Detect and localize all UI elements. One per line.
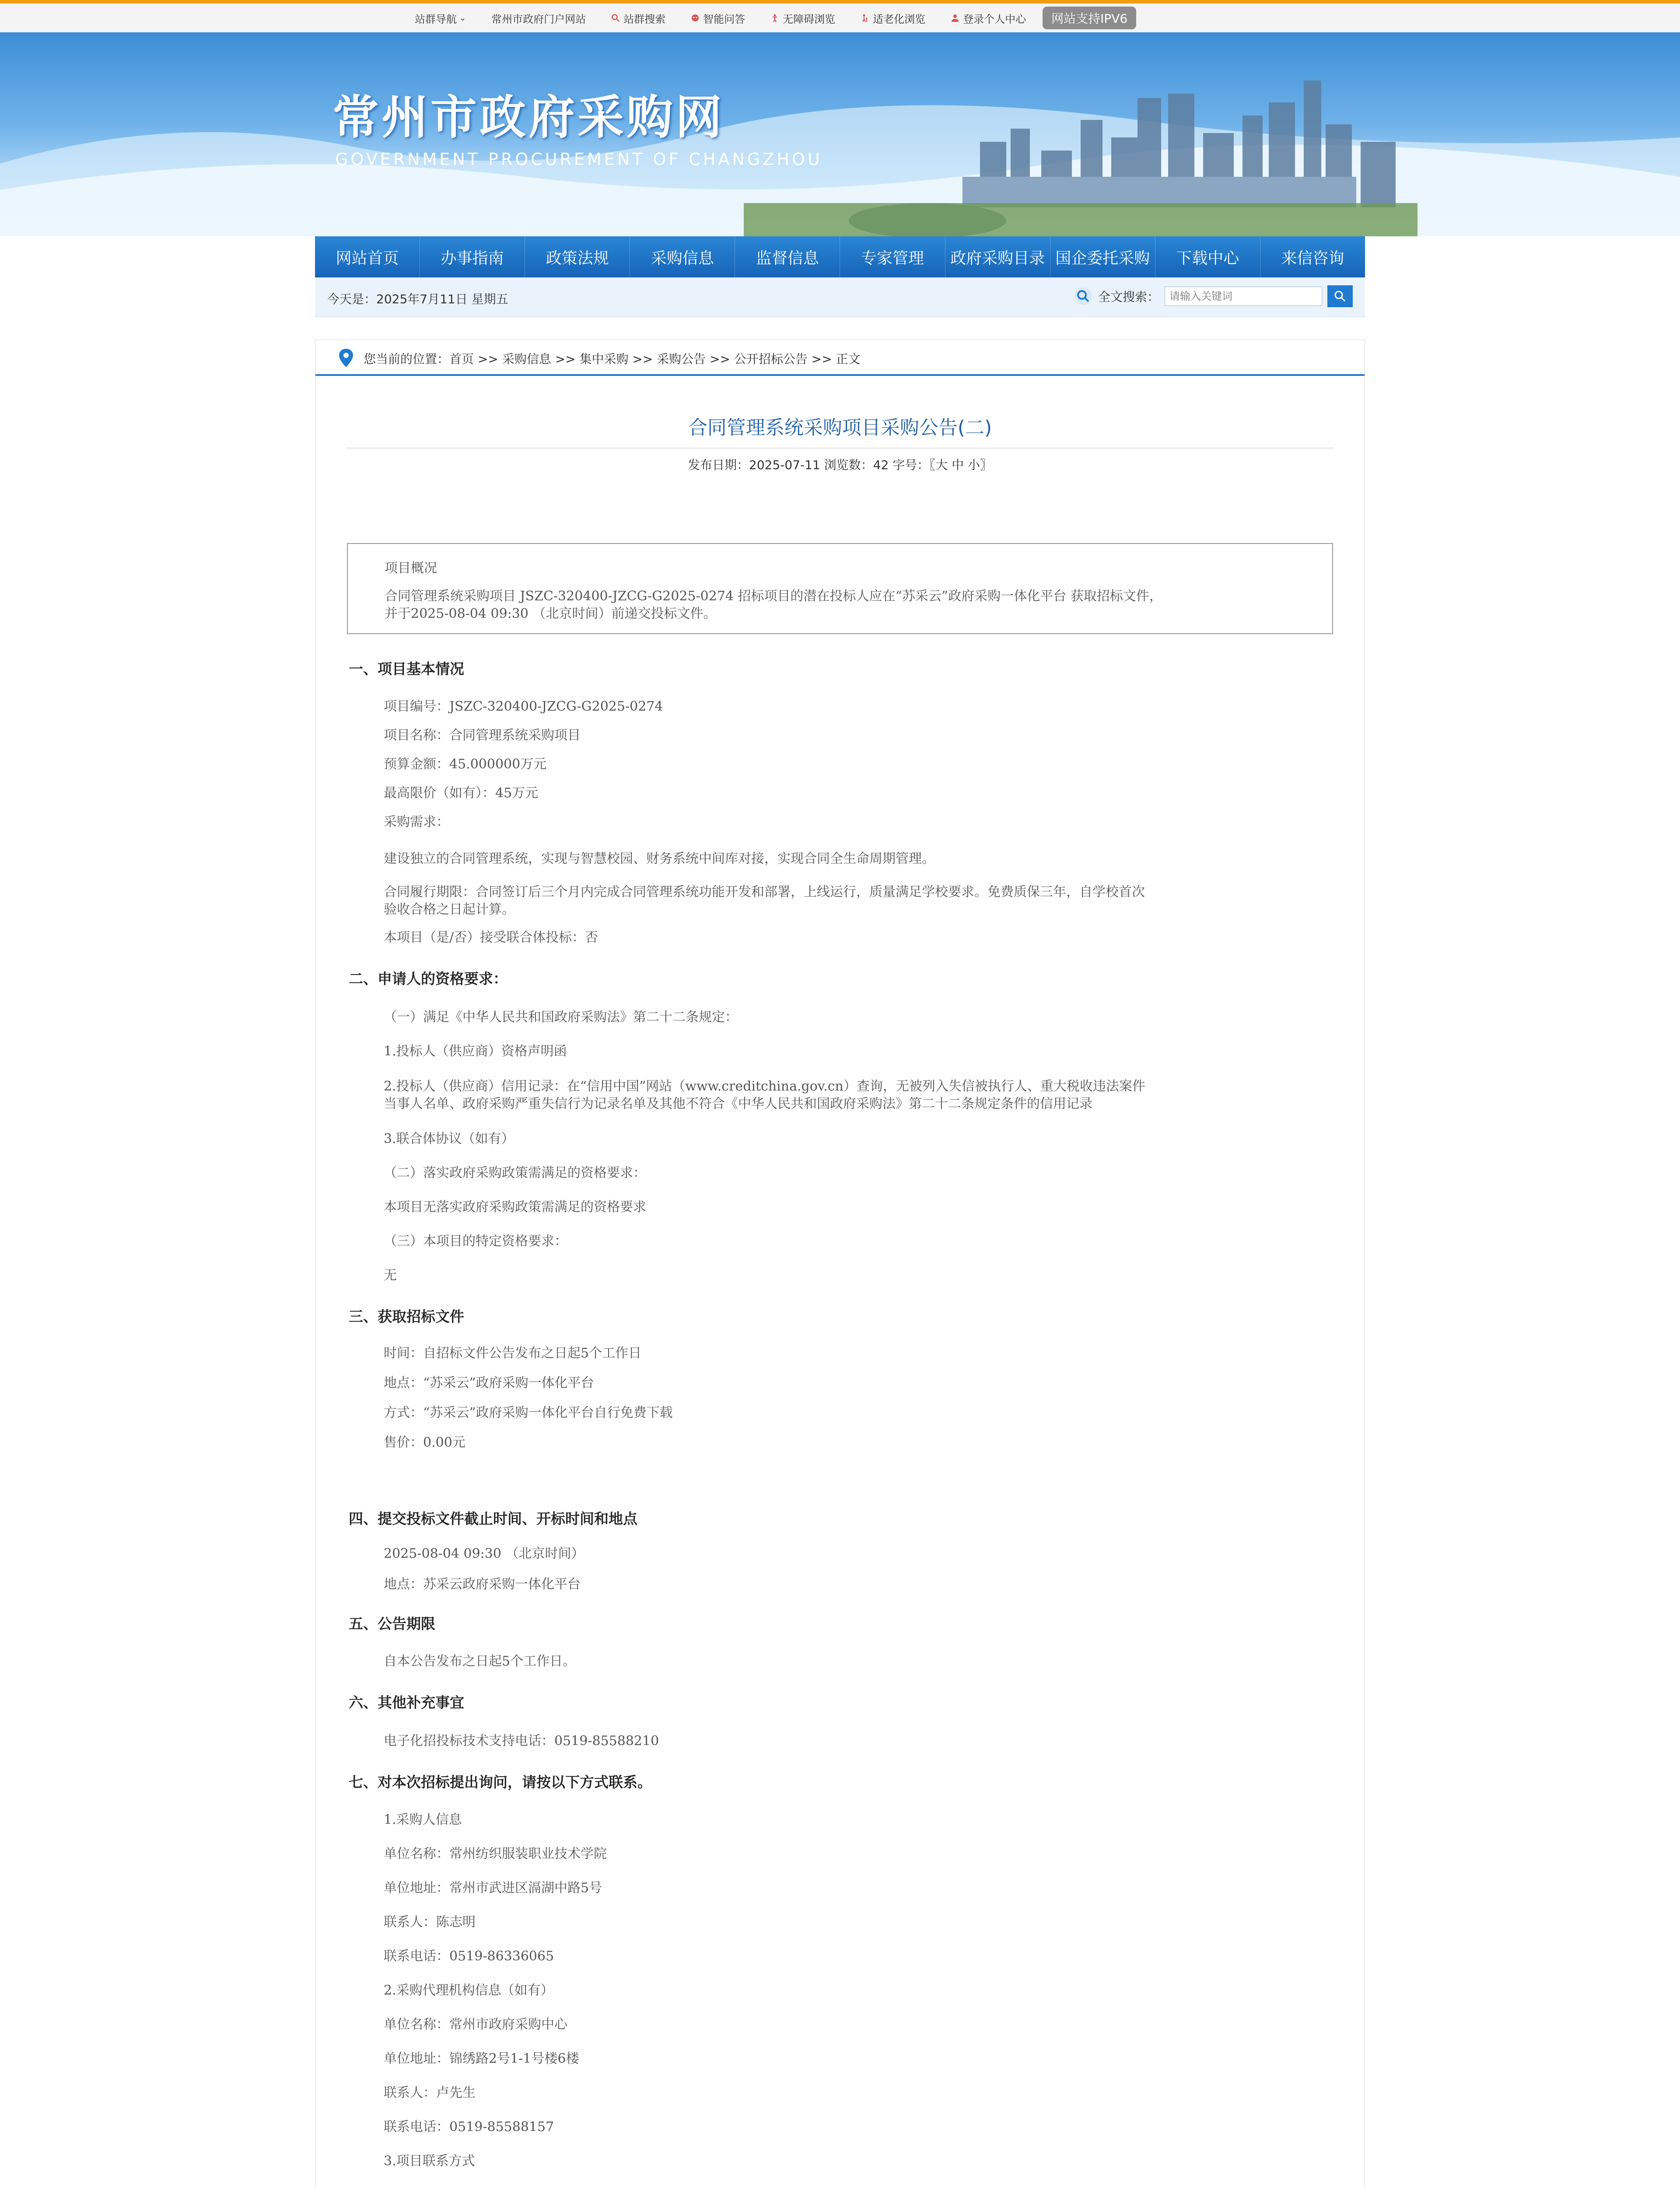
accessibility-label: 无障碍浏览 [783, 13, 836, 25]
section-line: 项目编号：JSZC-320400-JZCG-G2025-0274 [384, 699, 663, 714]
section-line: 方式：“苏采云”政府采购一体化平台自行免费下载 [384, 1405, 673, 1420]
top-utility-bar [0, 0, 1680, 32]
magnifier-icon [1334, 290, 1347, 303]
user-icon [951, 14, 959, 22]
site-search-label: 站群搜索 [623, 13, 666, 25]
section-line: 最高限价（如有）：45万元 [384, 785, 539, 801]
search-button[interactable] [1327, 285, 1353, 307]
section-line: 地点：苏采云政府采购一体化平台 [384, 1577, 581, 1592]
section-line: 地点：“苏采云”政府采购一体化平台 [384, 1375, 594, 1391]
full-text-search [1074, 285, 1353, 307]
date-search-bar [315, 277, 1365, 317]
section-line: 单位名称：常州纺织服装职业技术学院 [384, 1846, 607, 1862]
login-personal-center-link[interactable] [951, 11, 1026, 26]
nav-procurement-info[interactable]: 采购信息 [630, 236, 735, 277]
section-line: 采购需求： [384, 814, 449, 830]
overview-heading: 项目概况 [385, 561, 437, 576]
section-line: 单位名称：常州市政府采购中心 [384, 2017, 567, 2032]
section-line: 联系电话：0519-85588157 [384, 2119, 554, 2135]
site-group-nav-link[interactable] [415, 11, 466, 26]
site-subtitle: GOVERNMENT PROCUREMENT OF CHANGZHOU [335, 150, 822, 169]
section-heading: 二、申请人的资格要求： [349, 970, 508, 987]
section-line: 联系人：陈志明 [384, 1914, 476, 1930]
smart-qa-link[interactable] [691, 11, 745, 26]
section-heading: 四、提交投标文件截止时间、开标时间和地点 [349, 1510, 637, 1527]
section-line: 联系人：卢先生 [384, 2085, 476, 2100]
section-line: 无 [384, 1268, 397, 1283]
section-line: 电子化招投标技术支持电话：0519-85588210 [384, 1733, 659, 1749]
site-group-nav-label: 站群导航 [415, 13, 457, 25]
section-line [384, 2184, 502, 2188]
section-line: 单位地址：常州市武进区滆湖中路5号 [384, 1880, 602, 1896]
elder-mode-icon [861, 14, 869, 22]
section-line: 建设独立的合同管理系统，实现与智慧校园、财务系统中间库对接，实现合同全生命周期管理。 [384, 851, 935, 866]
city-skyline-illustration [0, 32, 1680, 236]
section-heading: 一、项目基本情况 [349, 660, 464, 677]
section-line: 预算金额：45.000000万元 [384, 757, 547, 772]
section-line: 单位地址：锦绣路2号1-1号楼6楼 [384, 2051, 579, 2066]
search-icon [611, 14, 620, 22]
article-title: 合同管理系统采购项目采购公告(二) [688, 417, 992, 439]
nav-experts[interactable]: 专家管理 [840, 236, 945, 277]
site-search-link[interactable] [611, 11, 665, 26]
nav-downloads[interactable]: 下载中心 [1155, 236, 1260, 277]
nav-supervision[interactable]: 监督信息 [735, 236, 840, 277]
nav-catalog[interactable]: 政府采购目录 [945, 236, 1050, 277]
location-pin-icon [336, 347, 356, 370]
nav-home[interactable]: 网站首页 [315, 236, 420, 277]
elder-mode-link[interactable] [861, 11, 925, 26]
section-line: 售价：0.00元 [384, 1435, 466, 1450]
portal-link-label: 常州市政府门户网站 [491, 13, 586, 25]
title-divider [346, 448, 1334, 449]
section-line: （三）本项目的特定资格要求： [384, 1234, 567, 1249]
robot-icon [691, 14, 700, 22]
nav-soe-procurement[interactable]: 国企委托采购 [1050, 236, 1155, 277]
overview-line: 并于2025-08-04 09:30 （北京时间）前递交投标文件。 [385, 606, 717, 621]
ipv6-badge: 网站支持IPV6 [1043, 7, 1136, 29]
section-heading: 六、其他补充事宜 [349, 1694, 464, 1711]
accessibility-icon [770, 14, 779, 22]
section-line: 时间：自招标文件公告发布之日起5个工作日 [384, 1346, 642, 1361]
section-heading: 七、对本次招标提出询问，请按以下方式联系。 [349, 1774, 652, 1791]
section-line: 3.联合体协议（如有） [384, 1131, 514, 1147]
search-label: 全文搜索： [1098, 290, 1159, 304]
smart-qa-label: 智能问答 [703, 13, 746, 25]
section-heading: 五、公告期限 [349, 1615, 435, 1632]
section-heading: 三、获取招标文件 [349, 1308, 464, 1325]
search-input[interactable] [1165, 287, 1322, 306]
breadcrumb [315, 340, 1365, 376]
portal-link[interactable] [491, 11, 586, 26]
accessibility-link[interactable] [770, 11, 835, 26]
site-title: 常州市政府采购网 [332, 91, 724, 144]
breadcrumb-text[interactable]: 您当前的位置：首页 >> 采购信息 >> 集中采购 >> 采购公告 >> 公开招标公告 >> 正文 [364, 352, 861, 366]
nav-contact[interactable]: 来信咨询 [1281, 249, 1344, 267]
overview-line: 合同管理系统采购项目 JSZC-320400-JZCG-G2025-0274 招标项目的潜在投标人应在“苏采云”政府采购一体化平台 获取招标文件， [385, 589, 1162, 604]
section-line: 1.采购人信息 [384, 1812, 462, 1827]
section-line: 本项目（是/否）接受联合体投标：否 [384, 930, 598, 945]
search-icon [1074, 287, 1093, 306]
project-overview-box [347, 543, 1333, 634]
top-utility-links [415, 4, 1136, 32]
section-line: 合同履行期限：合同签订后三个月内完成合同管理系统功能开发和部署，上线运行，质量满足学校要求。免费质保三年，自学校首次 [384, 884, 1145, 900]
section-line: 2025-08-04 09:30 （北京时间） [384, 1546, 584, 1561]
elder-mode-label: 适老化浏览 [873, 13, 926, 25]
current-date: 今天是：2025年7月11日 星期五 [327, 292, 508, 306]
chevron-down-icon: ⌄ [459, 13, 466, 23]
section-line: 2.采购代理机构信息（如有） [384, 1983, 554, 1998]
header-banner [0, 32, 1680, 236]
section-line: 联系电话：0519-86336065 [384, 1949, 554, 1964]
article-frame [315, 340, 1365, 2188]
article-meta: 发布日期：2025-07-11 浏览数：42 字号：〖大 中 小〗 [688, 458, 992, 472]
login-label: 登录个人中心 [963, 13, 1026, 25]
section-line: 项目名称：合同管理系统采购项目 [384, 728, 581, 743]
nav-guide[interactable]: 办事指南 [420, 236, 525, 277]
section-line: 当事人名单、政府采购严重失信行为记录名单及其他不符合《中华人民共和国政府采购法》第二十二条规定条件的信用记录 [384, 1096, 1092, 1112]
nav-policy[interactable]: 政策法规 [525, 236, 630, 277]
section-line: 2.投标人（供应商）信用记录：在“信用中国”网站（www.creditchina.gov.cn）查询，无被列入失信被执行人、重大税收违法案件 [384, 1079, 1145, 1094]
section-line: 1.投标人（供应商）资格声明函 [384, 1044, 567, 1059]
section-line: （一）满足《中华人民共和国政府采购法》第二十二条规定： [384, 1010, 738, 1025]
section-line: 3.项目联系方式 [384, 2153, 475, 2169]
section-line: （二）落实政府采购政策需满足的资格要求： [384, 1165, 646, 1181]
main-navigation [315, 236, 1365, 277]
section-line: 本项目无落实政府采购政策需满足的资格要求 [384, 1199, 646, 1215]
section-line: 验收合格之日起计算。 [384, 902, 515, 917]
section-line: 自本公告发布之日起5个工作日。 [384, 1654, 576, 1669]
